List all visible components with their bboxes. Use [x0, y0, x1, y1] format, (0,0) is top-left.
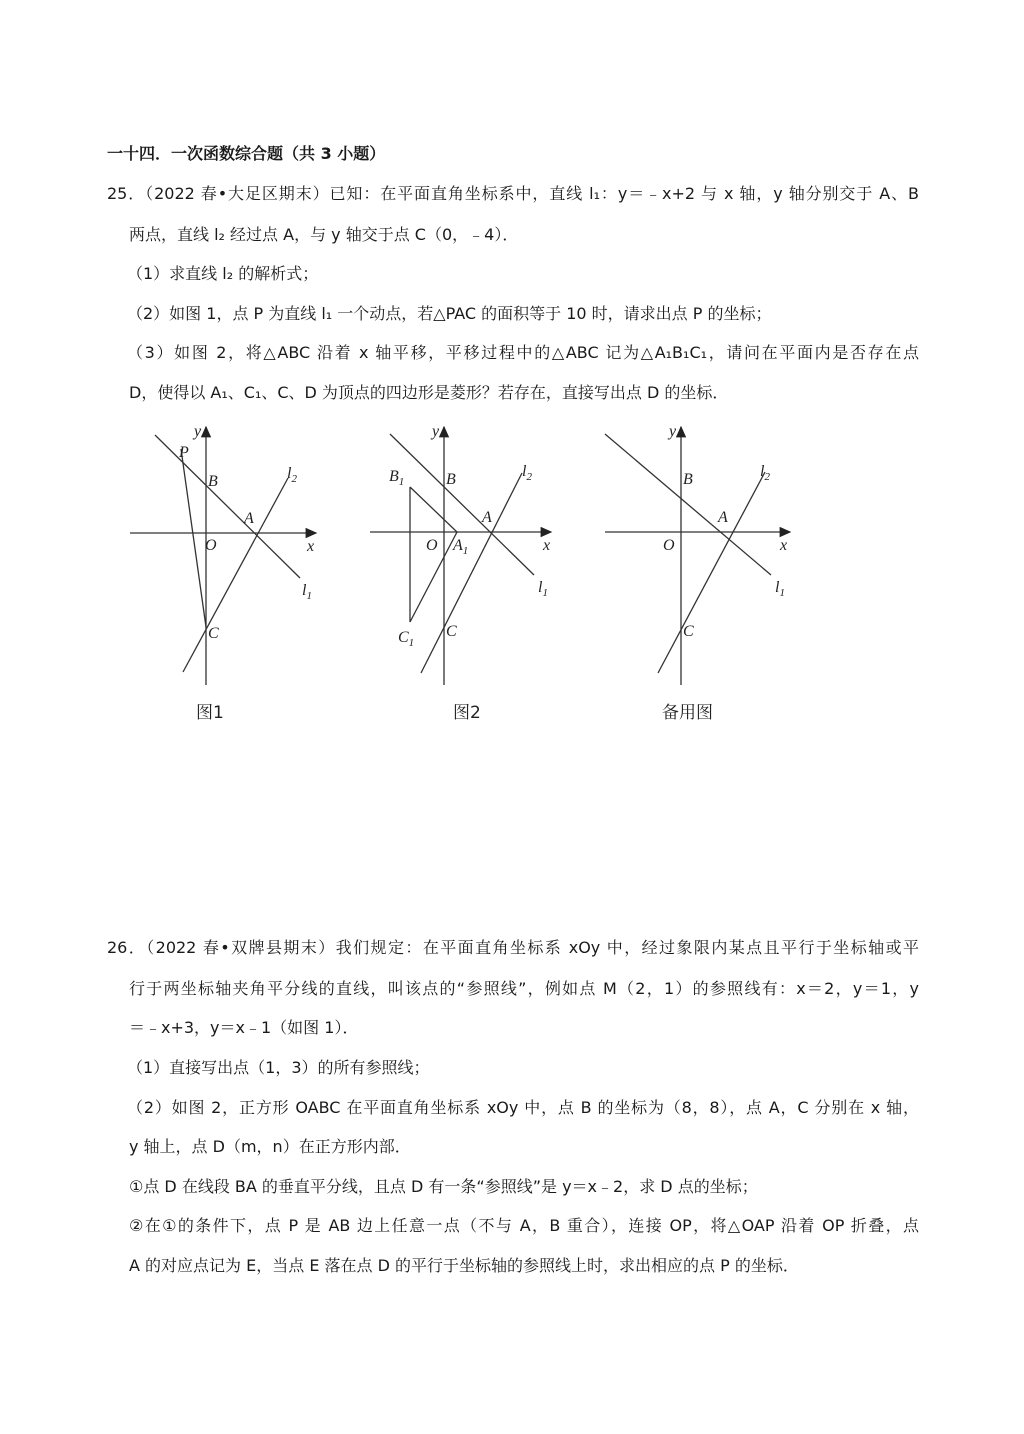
- label-x: x: [307, 538, 315, 555]
- label-o: O: [205, 537, 217, 554]
- q26-line: A 的对应点记为 E，当点 E 落在点 D 的平行于坐标轴的参照线上时，求出相应的点 P 的坐标．: [129, 1256, 799, 1275]
- caption-fig2: 图2: [453, 703, 481, 723]
- label-l1: $l_1$: [775, 579, 785, 599]
- label-y: y: [194, 423, 202, 440]
- line-l2: [658, 472, 765, 673]
- q26-part2: （2）如图 2，正方形 OABC 在平面直角坐标系 xOy 中，点 B 的坐标为（8，8），点 A，C 分别在 x 轴，: [127, 1098, 919, 1117]
- caption-fig1: 图1: [196, 703, 224, 723]
- label-x: x: [543, 537, 551, 554]
- triangle-a1b1c1: [410, 487, 457, 622]
- label-b1: $B_1$: [389, 468, 405, 488]
- label-l2: $l_2$: [522, 463, 532, 483]
- label-a: A: [244, 510, 254, 527]
- label-c: C: [683, 623, 694, 640]
- q26-line: y 轴上，点 D（m，n）在正方形内部．: [129, 1137, 411, 1156]
- q25-part2: （2）如图 1，点 P 为直线 l₁ 一个动点，若△PAC 的面积等于 10 时，请求出点 P 的坐标；: [127, 304, 772, 323]
- q26-part1: （1）直接写出点（1，3）的所有参照线；: [127, 1058, 430, 1077]
- q25-part1: （1）求直线 l₂ 的解析式；: [127, 264, 319, 283]
- q26-sub2: ②在①的条件下，点 P 是 AB 边上任意一点（不与 A，B 重合），连接 OP，将△OAP 沿着 OP 折叠，点: [129, 1216, 919, 1235]
- label-o: O: [426, 537, 438, 554]
- label-c: C: [208, 625, 219, 642]
- section-heading: 一十四．一次函数综合题（共 3 小题）: [107, 144, 386, 163]
- figure-1: [130, 423, 316, 723]
- figure-spare: [605, 423, 790, 723]
- q26-line: ＝﹣x+3，y＝x﹣1（如图 1）．: [129, 1018, 359, 1037]
- label-x: x: [780, 537, 788, 554]
- label-b: B: [208, 473, 218, 490]
- q25-line: 两点，直线 l₂ 经过点 A，与 y 轴交于点 C（0，﹣4）．: [129, 225, 519, 244]
- label-b: B: [446, 471, 456, 488]
- label-a: A: [482, 509, 492, 526]
- label-o: O: [663, 537, 675, 554]
- label-y: y: [669, 423, 677, 440]
- label-l1: $l_1$: [538, 579, 548, 599]
- caption-spare: 备用图: [662, 703, 713, 723]
- line-l1: [155, 435, 300, 578]
- segment-pc: [181, 449, 206, 627]
- q26-sub1: ①点 D 在线段 BA 的垂直平分线，且点 D 有一条“参照线”是 y＝x﹣2，求 D 点的坐标；: [129, 1177, 758, 1196]
- label-a: A: [718, 509, 728, 526]
- label-p: P: [179, 444, 189, 461]
- q26-line: 26．（2022 春•双牌县期末）我们规定：在平面直角坐标系 xOy 中，经过象限内某点且平行于坐标轴或平: [107, 938, 919, 957]
- figure-2: [370, 423, 551, 723]
- q25-line: D，使得以 A₁、C₁、C、D 为顶点的四边形是菱形？若存在，直接写出点 D 的坐标．: [129, 383, 729, 402]
- q25-part3: （3）如图 2，将△ABC 沿着 x 轴平移，平移过程中的△ABC 记为△A₁B₁C₁，请问在平面内是否存在点: [127, 343, 919, 362]
- line-l1: [605, 434, 771, 575]
- label-y: y: [432, 423, 440, 440]
- label-c: C: [446, 623, 457, 640]
- label-l2: $l_2$: [287, 465, 297, 485]
- label-b: B: [683, 471, 693, 488]
- label-l1: $l_1$: [302, 582, 312, 602]
- label-a1: $A_1$: [453, 537, 469, 557]
- q26-line: 行于两坐标轴夹角平分线的直线，叫该点的“参照线”，例如点 M（2，1）的参照线有：x＝2，y＝1，y: [129, 979, 919, 998]
- label-l2: $l_2$: [760, 463, 770, 483]
- label-c1: $C_1$: [398, 629, 415, 649]
- q25-line: 25．（2022 春•大足区期末）已知：在平面直角坐标系中，直线 l₁：y＝﹣x+2 与 x 轴，y 轴分别交于 A、B: [107, 184, 919, 203]
